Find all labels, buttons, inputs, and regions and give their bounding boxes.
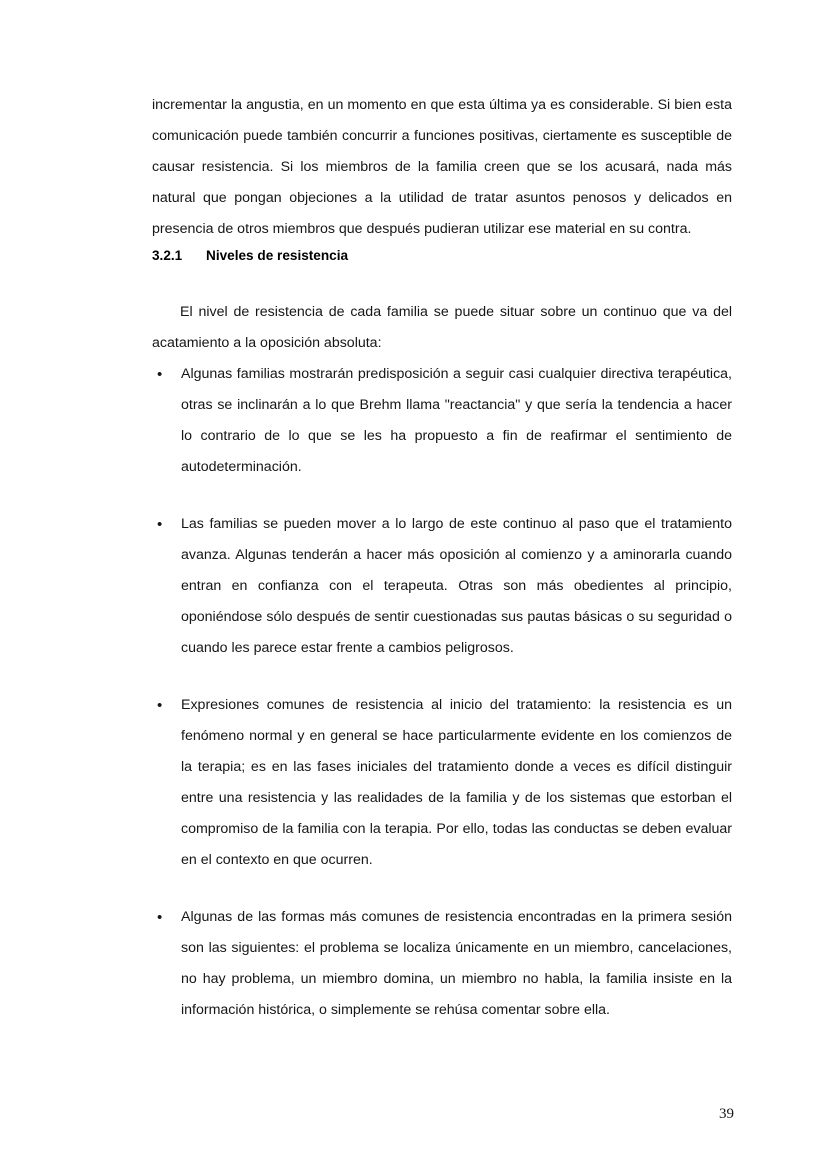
list-item-text: Expresiones comunes de resistencia al inicio del tratamiento: la resistencia es un fenómeno normal y en general se hace particularmente evidente en los comienzos de la terapia; es en las fases iniciales del tratamiento donde a veces es difícil distinguir entre una resistencia y las realidades de la familia y de los sistemas que estorban el compromiso de la familia con la terapia. Por ello, todas las conductas se deben evaluar en el contexto en que ocurren.: [181, 697, 732, 868]
section-number: 3.2.1: [152, 248, 183, 263]
heading-row: [152, 245, 732, 267]
list-item-text: Las familias se pueden mover a lo largo de este continuo al paso que el tratamiento avanza. Algunas tenderán a hacer más oposición al comienzo y a aminorarla cuando entran en confianza con el terapeuta. Otras son más obedientes al principio, oponiéndose sólo después de sentir cuestionadas sus pautas básicas o su seguridad o cuando les parece estar frente a cambios peligrosos.: [181, 516, 732, 656]
page-number: 39: [719, 1106, 734, 1122]
bullet-icon: •: [157, 697, 163, 714]
lead-paragraph: [152, 297, 732, 359]
list-item: [152, 359, 732, 483]
lead-paragraph-text: El nivel de resistencia de cada familia se puede situar sobre un continuo que va del acatamiento a la oposición absoluta:: [152, 304, 732, 351]
list-item: [152, 690, 732, 876]
section-heading: [152, 245, 732, 267]
list-item-text: Algunas de las formas más comunes de resistencia encontradas en la primera sesión son las siguientes: el problema se localiza únicamente en un miembro, cancelaciones, no hay problema, un miembro domina, un miembro no habla, la familia insiste en la información histórica, o simplemente se rehúsa comentar sobre ella.: [181, 909, 732, 1018]
bullet-icon: •: [157, 909, 163, 926]
list-item-text: Algunas familias mostrarán predisposición a seguir casi cualquier directiva terapéutica, otras se inclinarán a lo que Brehm llama "reactancia" y que sería la tendencia a hacer lo contrario de lo que se les ha propuesto a fin de reafirmar el sentimiento de autodeterminación.: [181, 366, 732, 475]
page-content: [152, 90, 732, 1026]
bullet-icon: •: [157, 516, 163, 533]
list-item: [152, 902, 732, 1026]
bullet-icon: •: [157, 366, 163, 383]
list-item: [152, 509, 732, 664]
intro-paragraph: incrementar la angustia, en un momento en que esta última ya es considerable. Si bien esta comunicación puede también concurrir a funciones positivas, ciertamente es susceptible de causar resistencia. Si los miembros de la familia creen que se los acusará, nada más natural que pongan objeciones a la utilidad de tratar asuntos penosos y delicados en presencia de otros miembros que después pudieran utilizar ese material en su contra.: [152, 97, 732, 237]
bullet-list: [152, 359, 732, 1026]
section-title: Niveles de resistencia: [206, 248, 349, 263]
